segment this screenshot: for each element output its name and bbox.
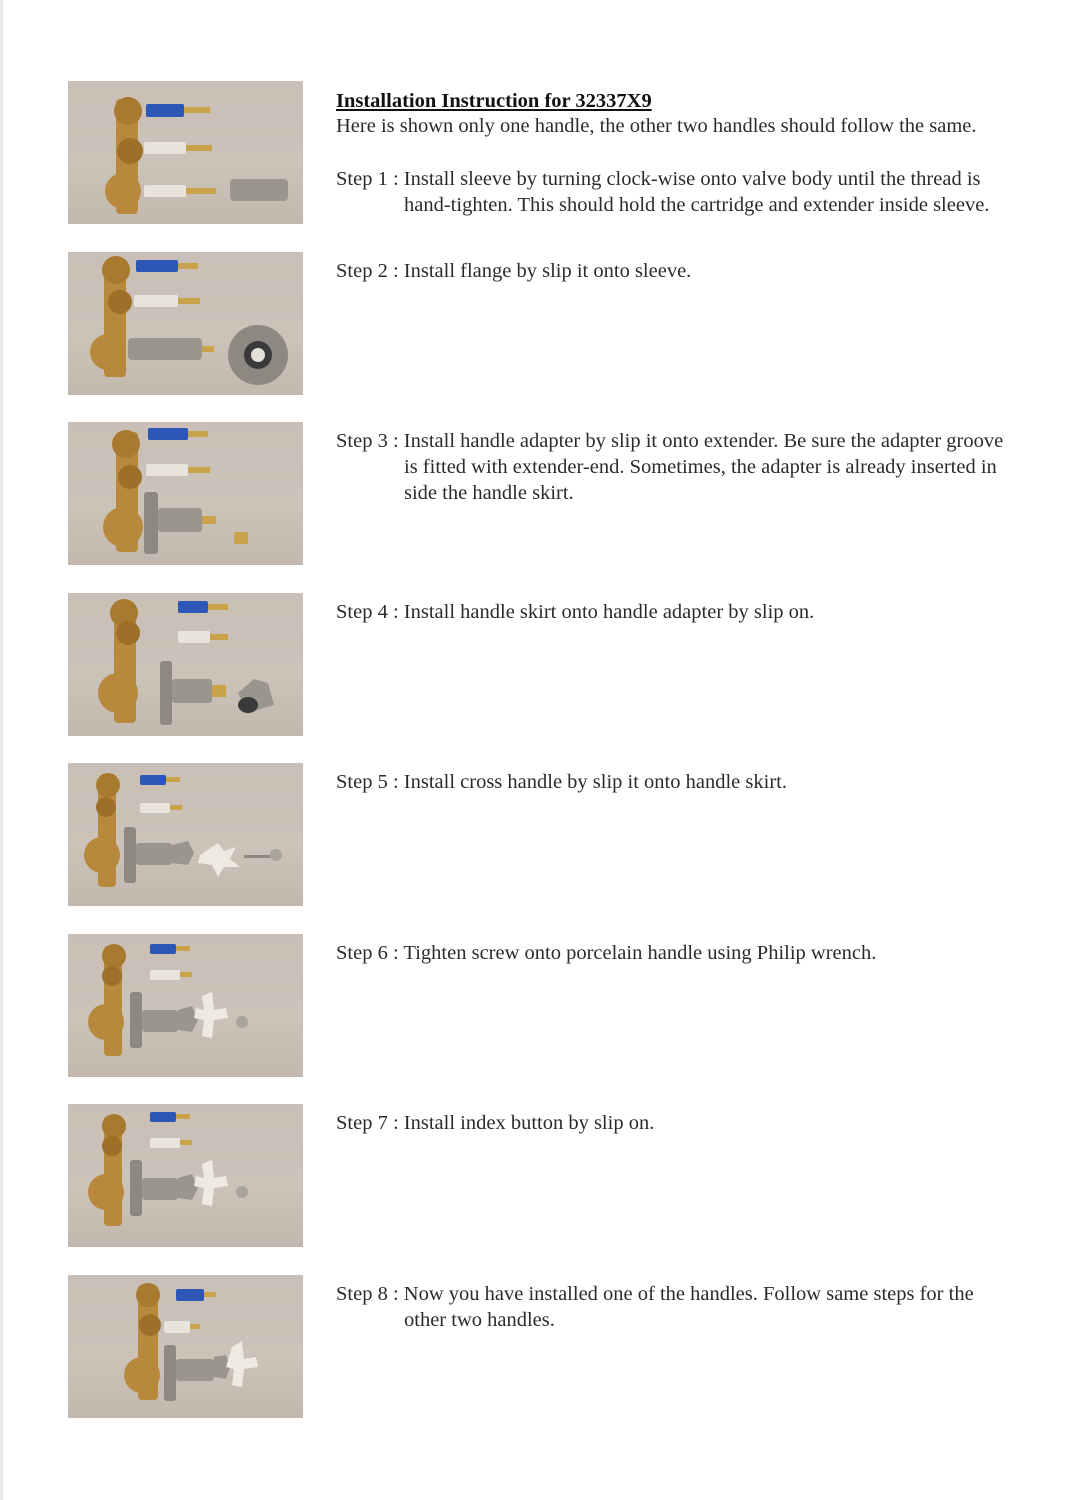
page-edge: [0, 0, 3, 1500]
document-subtitle: Here is shown only one handle, the other two handles should follow the same.: [336, 115, 977, 137]
step-2-text: Step 2 : Install flange by slip it onto sleeve.: [336, 260, 692, 282]
valve-flange-icon: [68, 252, 303, 395]
valve-skirt-icon: [68, 593, 303, 736]
step-5-photo: [68, 763, 303, 906]
step-4-photo: [68, 593, 303, 736]
step-3-text: Step 3 : Install handle adapter by slip it onto extender. Be sure the adapter groove: [336, 430, 1004, 452]
valve-adapter-icon: [68, 422, 303, 565]
step-6-text: Step 6 : Tighten screw onto porcelain handle using Philip wrench.: [336, 942, 877, 964]
valve-sleeve-icon: [68, 81, 303, 224]
step-1-text: Step 1 : Install sleeve by turning clock-wise onto valve body until the thread is: [336, 168, 981, 190]
document-title: Installation Instruction for 32337X9: [336, 90, 652, 112]
step-8-text: Step 8 : Now you have installed one of the handles. Follow same steps for the: [336, 1283, 974, 1305]
step-3-text-cont2: side the handle skirt.: [404, 482, 574, 504]
step-5-text: Step 5 : Install cross handle by slip it onto handle skirt.: [336, 771, 787, 793]
step-2-photo: [68, 252, 303, 395]
step-8-text-cont: other two handles.: [404, 1309, 555, 1331]
step-3-photo: [68, 422, 303, 565]
step-7-text: Step 7 : Install index button by slip on.: [336, 1112, 655, 1134]
step-7-photo: [68, 1104, 303, 1247]
step-1-photo: [68, 81, 303, 224]
step-3-text-cont: is fitted with extender-end. Sometimes, the adapter is already inserted in: [404, 456, 997, 478]
valve-index-button-icon: [68, 1104, 303, 1247]
valve-screw-icon: [68, 934, 303, 1077]
valve-cross-handle-icon: [68, 763, 303, 906]
valve-complete-icon: [68, 1275, 303, 1418]
step-8-photo: [68, 1275, 303, 1418]
step-4-text: Step 4 : Install handle skirt onto handle adapter by slip on.: [336, 601, 815, 623]
step-6-photo: [68, 934, 303, 1077]
step-1-text-cont: hand-tighten. This should hold the cartridge and extender inside sleeve.: [404, 194, 990, 216]
